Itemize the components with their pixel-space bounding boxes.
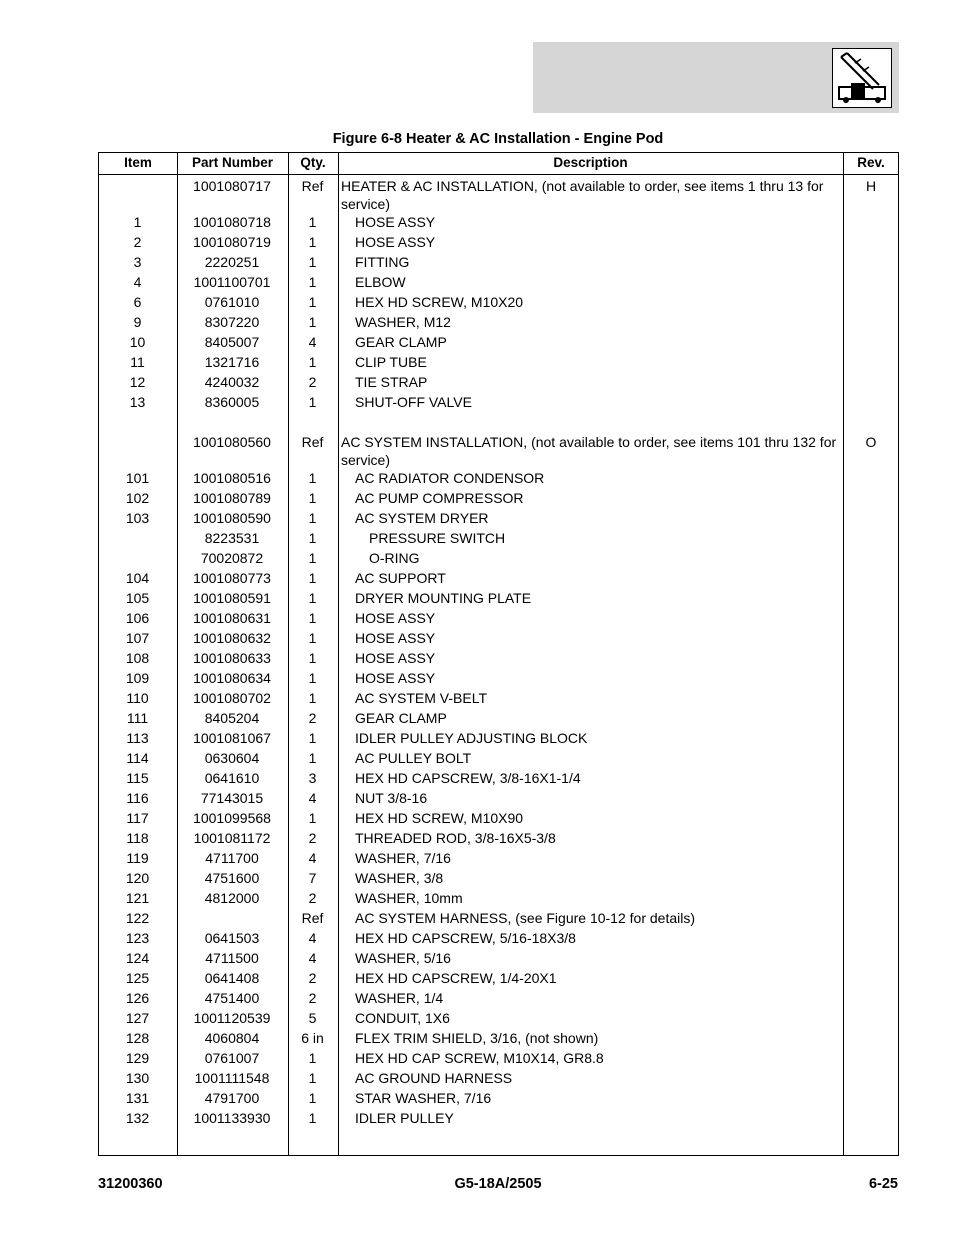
part-number-cell: 1001080702	[193, 690, 271, 706]
rev-cell: O	[865, 434, 877, 450]
header-divider	[99, 174, 898, 175]
part-number-cell: 1001081067	[193, 730, 271, 746]
item-cell: 117	[126, 810, 149, 826]
table-row	[99, 928, 898, 948]
qty-cell: 1	[308, 570, 317, 586]
qty-cell: 1	[308, 630, 317, 646]
part-number-cell: 0761007	[204, 1050, 260, 1066]
qty-cell: 1	[308, 470, 317, 486]
qty-cell: 4	[308, 950, 317, 966]
description-cell: WASHER, 3/8	[355, 870, 444, 886]
qty-cell: 1	[308, 1050, 317, 1066]
part-number-cell: 0641503	[204, 930, 260, 946]
table-row	[99, 1028, 898, 1048]
description-cell: HEX HD CAPSCREW, 1/4-20X1	[355, 970, 557, 986]
table-row	[99, 828, 898, 848]
qty-cell: 1	[308, 1070, 317, 1086]
parts-table	[98, 152, 899, 1156]
part-number-cell: 1001080717	[193, 178, 271, 194]
description-cell: CONDUIT, 1X6	[355, 1010, 450, 1026]
description-cell: TIE STRAP	[355, 374, 428, 390]
table-row	[99, 292, 898, 312]
part-number-cell: 4060804	[204, 1030, 260, 1046]
table-row	[99, 412, 898, 432]
table-row	[99, 1088, 898, 1108]
description-cell: AC RADIATOR CONDENSOR	[355, 470, 545, 486]
description-cell: HEATER & AC INSTALLATION, (not available to order, see items 1 thru 13 for service)	[341, 178, 824, 212]
qty-cell: 1	[308, 354, 317, 370]
part-number-cell: 70020872	[200, 550, 264, 566]
description-cell: IDLER PULLEY ADJUSTING BLOCK	[355, 730, 588, 746]
part-number-cell: 1001080718	[193, 214, 271, 230]
table-row	[99, 568, 898, 588]
footer-document-number: 31200360	[98, 1176, 163, 1192]
table-row	[99, 968, 898, 988]
part-number-cell: 1001080789	[193, 490, 271, 506]
item-cell: 101	[125, 470, 150, 486]
item-cell: 9	[133, 314, 142, 330]
part-number-cell: 8223531	[204, 530, 260, 546]
table-row	[99, 548, 898, 568]
table-row	[99, 528, 898, 548]
part-number-cell: 1001080560	[193, 434, 271, 450]
qty-cell: 2	[308, 830, 317, 846]
qty-cell: 1	[308, 510, 317, 526]
part-number-cell: 77143015	[200, 790, 264, 806]
item-cell: 128	[125, 1030, 150, 1046]
item-cell: 121	[125, 890, 150, 906]
part-number-cell: 1001080631	[193, 610, 271, 626]
qty-cell: 3	[308, 770, 317, 786]
figure-title: Figure 6-8 Heater & AC Installation - Engine Pod	[332, 131, 664, 147]
rev-cell: H	[865, 178, 877, 194]
part-number-cell: 1001100701	[193, 274, 271, 290]
item-cell: 119	[126, 850, 149, 866]
description-cell: FLEX TRIM SHIELD, 3/16, (not shown)	[355, 1030, 599, 1046]
description-cell: FITTING	[355, 254, 410, 270]
part-number-cell: 4711500	[205, 950, 259, 966]
description-cell: IDLER PULLEY	[355, 1110, 454, 1126]
part-number-cell: 1001133930	[193, 1110, 271, 1126]
description-cell: HOSE ASSY	[355, 630, 436, 646]
item-cell: 116	[126, 790, 149, 806]
item-cell: 127	[125, 1010, 150, 1026]
description-cell: GEAR CLAMP	[355, 710, 447, 726]
description-cell: HOSE ASSY	[355, 610, 436, 626]
table-row	[99, 808, 898, 828]
table-row	[99, 1008, 898, 1028]
description-cell: AC PULLEY BOLT	[355, 750, 472, 766]
qty-cell: 2	[308, 710, 317, 726]
description-cell: PRESSURE SWITCH	[369, 530, 506, 546]
table-row	[99, 432, 898, 468]
description-cell: GEAR CLAMP	[355, 334, 447, 350]
description-cell: WASHER, 1/4	[355, 990, 444, 1006]
column-header-qty: Qty.	[300, 155, 326, 170]
table-row	[99, 988, 898, 1008]
table-row	[99, 608, 898, 628]
item-cell: 115	[126, 770, 149, 786]
table-row	[99, 748, 898, 768]
table-row	[99, 272, 898, 292]
part-number-cell: 8360005	[204, 394, 260, 410]
qty-cell: 1	[308, 314, 317, 330]
part-number-cell: 1001080719	[193, 234, 271, 250]
item-cell: 109	[125, 670, 150, 686]
item-cell: 122	[125, 910, 150, 926]
part-number-cell: 1001080590	[193, 510, 271, 526]
item-cell: 111	[126, 710, 149, 726]
description-cell: WASHER, 10mm	[355, 890, 463, 906]
part-number-cell: 1001080634	[193, 670, 271, 686]
part-number-cell: 4711700	[205, 850, 259, 866]
item-cell: 105	[125, 590, 150, 606]
description-cell: AC SUPPORT	[355, 570, 446, 586]
description-cell: HOSE ASSY	[355, 670, 436, 686]
item-cell: 6	[133, 294, 142, 310]
part-number-cell: 1001080773	[193, 570, 271, 586]
qty-cell: 5	[308, 1010, 317, 1026]
description-cell: HOSE ASSY	[355, 234, 436, 250]
table-row	[99, 312, 898, 332]
qty-cell: 4	[308, 334, 317, 350]
description-cell: STAR WASHER, 7/16	[355, 1090, 492, 1106]
description-cell: AC SYSTEM INSTALLATION, (not available to order, see items 101 thru 132 for service)	[341, 434, 837, 468]
cab-icon	[832, 48, 892, 108]
part-number-cell: 0641610	[204, 770, 260, 786]
table-row	[99, 688, 898, 708]
qty-cell: 2	[308, 970, 317, 986]
table-row	[99, 668, 898, 688]
table-row	[99, 468, 898, 488]
qty-cell: 4	[308, 790, 317, 806]
table-row	[99, 212, 898, 232]
qty-cell: 1	[308, 650, 317, 666]
part-number-cell: 1001081172	[193, 830, 271, 846]
description-cell: HEX HD CAPSCREW, 5/16-18X3/8	[355, 930, 576, 946]
table-row	[99, 1108, 898, 1128]
table-row	[99, 176, 898, 212]
qty-cell: 2	[308, 990, 317, 1006]
table-row	[99, 848, 898, 868]
footer-model: G5-18A/2505	[454, 1176, 542, 1192]
item-cell: 124	[125, 950, 150, 966]
qty-cell: 1	[308, 274, 317, 290]
part-number-cell: 1001099568	[193, 810, 271, 826]
table-row	[99, 508, 898, 528]
footer-page-number: 6-25	[868, 1176, 898, 1192]
table-row	[99, 728, 898, 748]
item-cell: 123	[125, 930, 150, 946]
description-cell: AC GROUND HARNESS	[355, 1070, 513, 1086]
description-cell: AC SYSTEM DRYER	[355, 510, 489, 526]
description-cell: WASHER, 5/16	[355, 950, 451, 966]
description-cell: HOSE ASSY	[355, 650, 436, 666]
table-row	[99, 232, 898, 252]
part-number-cell: 1321716	[204, 354, 260, 370]
table-row	[99, 1068, 898, 1088]
table-row	[99, 588, 898, 608]
item-cell: 130	[125, 1070, 150, 1086]
table-row	[99, 708, 898, 728]
item-cell: 108	[125, 650, 150, 666]
table-body	[99, 176, 898, 1128]
description-cell: AC PUMP COMPRESSOR	[355, 490, 524, 506]
qty-cell: 2	[308, 890, 317, 906]
part-number-cell: 4240032	[204, 374, 260, 390]
item-cell: 125	[125, 970, 150, 986]
qty-cell: 1	[308, 394, 317, 410]
table-row	[99, 372, 898, 392]
qty-cell: 1	[308, 810, 317, 826]
column-header-rev: Rev.	[857, 155, 885, 170]
item-cell: 114	[126, 750, 149, 766]
part-number-cell: 4791700	[204, 1090, 260, 1106]
table-row	[99, 868, 898, 888]
part-number-cell: 0630604	[204, 750, 260, 766]
qty-cell: 4	[308, 930, 317, 946]
qty-cell: 6 in	[301, 1030, 324, 1046]
part-number-cell: 2220251	[204, 254, 260, 270]
part-number-cell: 4751600	[204, 870, 260, 886]
item-cell: 102	[125, 490, 150, 506]
description-cell: HEX HD CAP SCREW, M10X14, GR8.8	[355, 1050, 604, 1066]
qty-cell: 1	[308, 750, 317, 766]
table-row	[99, 888, 898, 908]
description-cell: CLIP TUBE	[355, 354, 427, 370]
part-number-cell: 1001080632	[193, 630, 271, 646]
part-number-cell: 1001120539	[193, 1010, 271, 1026]
part-number-cell: 1001080591	[193, 590, 271, 606]
part-number-cell: 8405204	[204, 710, 260, 726]
item-cell: 110	[126, 690, 149, 706]
qty-cell: 7	[308, 870, 317, 886]
table-row	[99, 628, 898, 648]
description-cell: ELBOW	[355, 274, 406, 290]
item-cell: 131	[125, 1090, 150, 1106]
table-row	[99, 352, 898, 372]
item-cell: 106	[125, 610, 150, 626]
description-cell: NUT 3/8-16	[355, 790, 428, 806]
qty-cell: Ref	[301, 178, 324, 194]
description-cell: HOSE ASSY	[355, 214, 436, 230]
description-cell: HEX HD SCREW, M10X90	[355, 810, 524, 826]
table-row	[99, 788, 898, 808]
qty-cell: 1	[308, 530, 317, 546]
part-number-cell: 0641408	[204, 970, 260, 986]
qty-cell: 1	[308, 550, 317, 566]
description-cell: O-RING	[369, 550, 420, 566]
qty-cell: 1	[308, 690, 317, 706]
item-cell: 10	[129, 334, 146, 350]
description-cell: DRYER MOUNTING PLATE	[355, 590, 532, 606]
qty-cell: 1	[308, 670, 317, 686]
item-cell: 107	[125, 630, 150, 646]
description-cell: AC SYSTEM HARNESS, (see Figure 10-12 for details)	[355, 910, 696, 926]
column-header-item: Item	[124, 155, 152, 170]
qty-cell: 1	[308, 1090, 317, 1106]
table-row	[99, 1048, 898, 1068]
item-cell: 132	[125, 1110, 150, 1126]
qty-cell: 1	[308, 294, 317, 310]
qty-cell: 1	[308, 730, 317, 746]
description-cell: SHUT-OFF VALVE	[355, 394, 472, 410]
table-row	[99, 252, 898, 272]
table-row	[99, 908, 898, 928]
part-number-cell: 0761010	[204, 294, 260, 310]
item-cell: 120	[125, 870, 150, 886]
part-number-cell: 8307220	[204, 314, 260, 330]
table-row	[99, 392, 898, 412]
qty-cell: 1	[308, 590, 317, 606]
item-cell: 1	[133, 214, 142, 230]
qty-cell: 4	[308, 850, 317, 866]
part-number-cell: 1001080633	[193, 650, 271, 666]
description-cell: THREADED ROD, 3/8-16X5-3/8	[355, 830, 556, 846]
item-cell: 118	[126, 830, 149, 846]
qty-cell: 1	[308, 234, 317, 250]
description-cell: HEX HD CAPSCREW, 3/8-16X1-1/4	[355, 770, 581, 786]
item-cell: 4	[133, 274, 142, 290]
item-cell: 104	[125, 570, 150, 586]
item-cell: 13	[129, 394, 146, 410]
part-number-cell: 1001111548	[194, 1070, 270, 1086]
part-number-cell: 4812000	[204, 890, 260, 906]
item-cell: 12	[129, 374, 146, 390]
table-row	[99, 332, 898, 352]
qty-cell: 1	[308, 214, 317, 230]
description-cell: AC SYSTEM V-BELT	[355, 690, 487, 706]
part-number-cell: 4751400	[204, 990, 260, 1006]
table-row	[99, 488, 898, 508]
qty-cell: Ref	[301, 434, 324, 450]
qty-cell: 1	[308, 610, 317, 626]
table-row	[99, 648, 898, 668]
item-cell: 2	[133, 234, 142, 250]
item-cell: 3	[133, 254, 142, 270]
qty-cell: 1	[308, 490, 317, 506]
qty-cell: 2	[308, 374, 317, 390]
column-header-description: Description	[553, 155, 628, 170]
description-cell: WASHER, M12	[355, 314, 451, 330]
item-cell: 126	[125, 990, 150, 1006]
column-header-part-number: Part Number	[191, 155, 274, 170]
item-cell: 11	[130, 354, 145, 370]
item-cell: 129	[125, 1050, 150, 1066]
item-cell: 103	[125, 510, 150, 526]
description-cell: WASHER, 7/16	[355, 850, 451, 866]
qty-cell: 1	[308, 1110, 317, 1126]
item-cell: 113	[126, 730, 149, 746]
qty-cell: Ref	[301, 910, 324, 926]
table-row	[99, 948, 898, 968]
part-number-cell: 1001080516	[193, 470, 271, 486]
table-row	[99, 768, 898, 788]
qty-cell: 1	[308, 254, 317, 270]
part-number-cell: 8405007	[204, 334, 260, 350]
description-cell: HEX HD SCREW, M10X20	[355, 294, 524, 310]
